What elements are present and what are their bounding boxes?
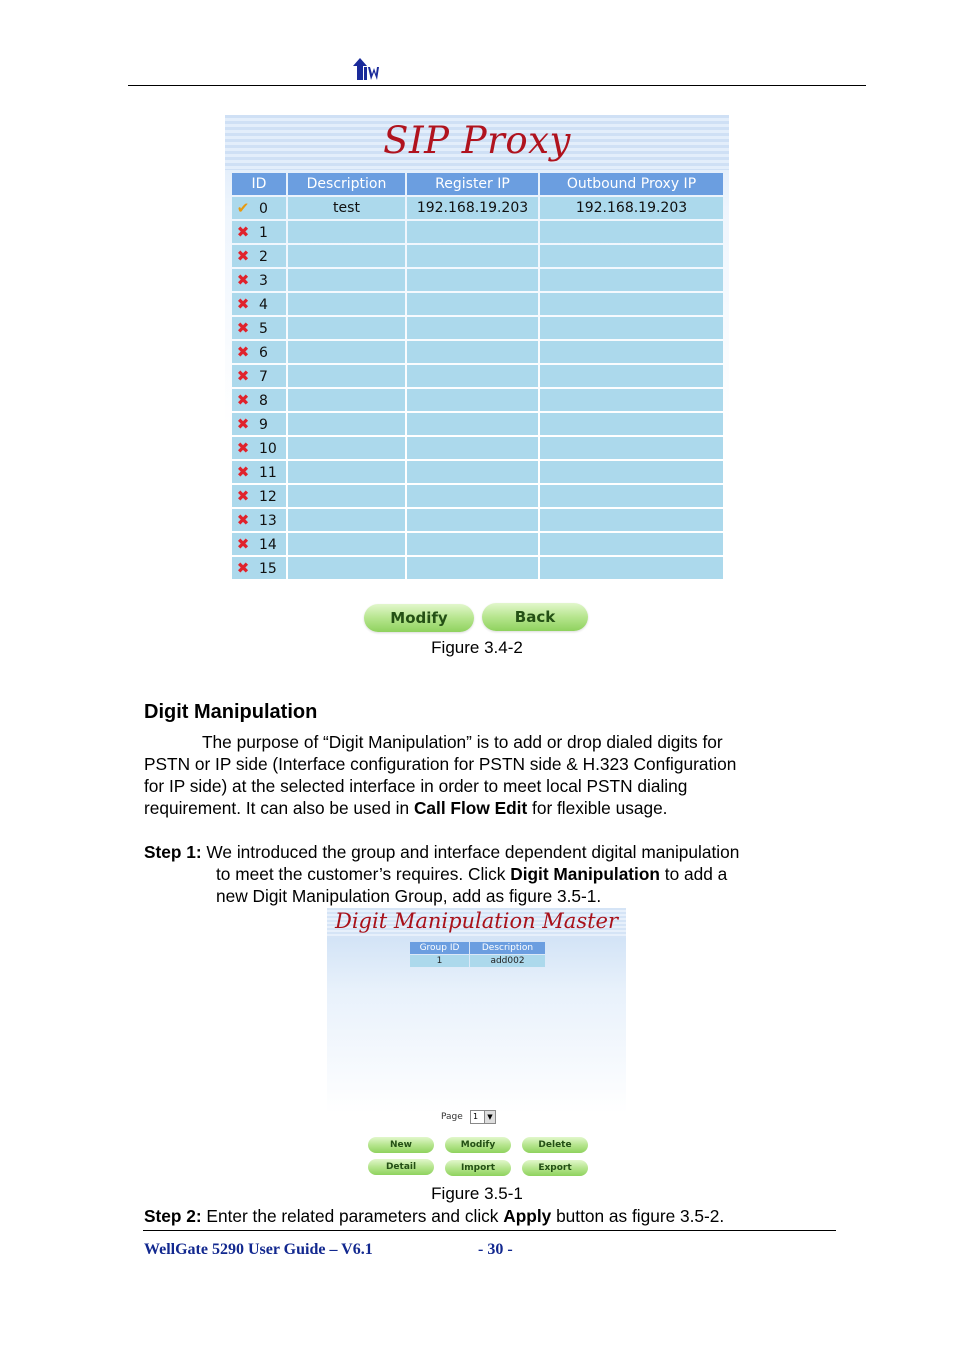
sip-proxy-title-bar <box>225 115 729 170</box>
description-cell <box>288 413 405 435</box>
footer-rule <box>143 1230 836 1231</box>
page-select-value: 1 <box>473 1112 479 1121</box>
description-cell <box>288 293 405 315</box>
id-cell <box>232 293 286 315</box>
step1-line: to meet the customer’s requires. Click Digit Manipulation to add a <box>216 864 728 884</box>
step1-line: Step 1: We introduced the group and interface dependent digital manipulation <box>144 842 740 862</box>
row-id: 15 <box>259 561 277 577</box>
register-ip-cell <box>407 485 538 507</box>
id-cell <box>232 245 286 267</box>
row-id: 1 <box>259 225 268 241</box>
figure-caption: Figure 3.4-2 <box>431 638 523 657</box>
new-button[interactable]: New <box>368 1137 434 1153</box>
modify-button[interactable]: Modify <box>364 604 474 632</box>
id-cell <box>232 413 286 435</box>
table-row[interactable] <box>232 245 723 267</box>
delete-button[interactable]: Delete <box>522 1137 588 1153</box>
detail-button[interactable]: Detail <box>368 1159 434 1175</box>
figure-caption: Figure 3.5-1 <box>431 1184 523 1203</box>
register-ip-cell <box>407 461 538 483</box>
outbound-proxy-ip-cell <box>540 293 723 315</box>
sip-proxy-title: SIP Proxy <box>383 119 571 162</box>
call-flow-edit-text: Call Flow Edit <box>413 798 528 818</box>
column-header-description: Description <box>288 173 405 195</box>
column-header-group-id: Group ID <box>410 942 469 954</box>
dmm-title-bar <box>327 908 626 938</box>
step2-line: Step 2: Enter the related parameters and click Apply button as figure 3.5-2. <box>144 1206 725 1226</box>
chevron-down-icon[interactable]: ▼ <box>484 1111 495 1123</box>
register-ip-cell <box>407 221 538 243</box>
outbound-proxy-ip-cell <box>540 221 723 243</box>
column-header-outbound-proxy-ip: Outbound Proxy IP <box>540 173 723 195</box>
intro-line: The purpose of “Digit Manipulation” is to add or drop dialed digits for <box>202 732 723 752</box>
outbound-proxy-ip-cell <box>540 413 723 435</box>
table-row[interactable] <box>232 365 723 387</box>
dmm-table <box>409 941 546 968</box>
sip-proxy-table <box>230 171 725 581</box>
header-rule <box>128 85 866 86</box>
register-ip-cell <box>407 341 538 363</box>
step2-label: Step 2: <box>144 1206 202 1226</box>
x-icon[interactable]: ✖ <box>236 463 250 481</box>
row-id: 14 <box>259 537 277 553</box>
outbound-proxy-ip-cell <box>540 437 723 459</box>
register-ip-cell <box>407 437 538 459</box>
intro-line: requirement. It can also be used in Call Flow Edit for flexible usage. <box>144 798 668 818</box>
register-ip-cell <box>407 245 538 267</box>
x-icon[interactable]: ✖ <box>236 439 250 457</box>
description-cell <box>288 245 405 267</box>
page-label: Page <box>441 1112 463 1122</box>
description-cell <box>288 365 405 387</box>
intro-line: for IP side) at the selected interface in order to meet local PSTN dialing <box>144 776 688 796</box>
table-row[interactable] <box>410 955 545 967</box>
register-ip-cell <box>407 509 538 531</box>
register-ip-cell <box>407 413 538 435</box>
row-id: 6 <box>259 345 268 361</box>
table-row[interactable] <box>232 557 723 579</box>
row-id: 5 <box>259 321 268 337</box>
digit-manipulation-text: Digit Manipulation <box>510 864 660 884</box>
row-id: 2 <box>259 249 268 265</box>
x-icon[interactable]: ✖ <box>236 511 250 529</box>
outbound-proxy-ip-cell <box>540 245 723 267</box>
x-icon[interactable]: ✖ <box>236 367 250 385</box>
column-header-description: Description <box>470 942 545 954</box>
export-button[interactable]: Export <box>522 1160 588 1176</box>
id-cell <box>232 533 286 555</box>
table-row[interactable] <box>232 389 723 411</box>
x-icon[interactable]: ✖ <box>236 247 250 265</box>
outbound-proxy-ip-cell <box>540 269 723 291</box>
table-row[interactable] <box>232 413 723 435</box>
outbound-proxy-ip-cell <box>540 317 723 339</box>
register-ip-cell <box>407 269 538 291</box>
outbound-proxy-ip-cell <box>540 341 723 363</box>
description-cell <box>288 509 405 531</box>
id-cell <box>232 509 286 531</box>
table-row[interactable] <box>232 317 723 339</box>
table-row[interactable] <box>232 509 723 531</box>
back-button[interactable]: Back <box>482 603 588 631</box>
section-heading: Digit Manipulation <box>144 701 318 723</box>
table-row[interactable] <box>232 221 723 243</box>
description-cell <box>288 437 405 459</box>
id-cell <box>232 557 286 579</box>
footer-title: WellGate 5290 User Guide – V6.1 <box>144 1241 373 1258</box>
description-cell: add002 <box>470 955 545 967</box>
outbound-proxy-ip-cell: 192.168.19.203 <box>540 197 723 219</box>
table-row[interactable] <box>232 341 723 363</box>
table-row[interactable] <box>232 485 723 507</box>
apply-text: Apply <box>503 1206 552 1226</box>
row-id: 11 <box>259 465 277 481</box>
page-number: - 30 - <box>478 1241 513 1258</box>
description-cell <box>288 269 405 291</box>
table-row[interactable] <box>232 293 723 315</box>
x-icon[interactable]: ✖ <box>236 559 250 577</box>
row-id: 7 <box>259 369 268 385</box>
register-ip-cell <box>407 317 538 339</box>
description-cell <box>288 389 405 411</box>
modify-button[interactable]: Modify <box>445 1137 511 1153</box>
id-cell <box>232 461 286 483</box>
column-header-id: ID <box>232 173 286 195</box>
id-cell <box>232 317 286 339</box>
table-row[interactable] <box>232 461 723 483</box>
x-icon[interactable]: ✖ <box>236 223 250 241</box>
id-cell <box>232 437 286 459</box>
x-icon[interactable]: ✖ <box>236 271 250 289</box>
x-icon[interactable]: ✖ <box>236 415 250 433</box>
description-cell <box>288 485 405 507</box>
import-button[interactable]: Import <box>445 1160 511 1176</box>
row-id: 10 <box>259 441 277 457</box>
x-icon[interactable]: ✖ <box>236 319 250 337</box>
row-id: 0 <box>259 201 268 217</box>
company-logo-icon <box>349 56 379 82</box>
register-ip-cell <box>407 293 538 315</box>
dmm-title: Digit Manipulation Master <box>335 909 618 933</box>
column-header-register-ip: Register IP <box>407 173 538 195</box>
id-cell <box>232 389 286 411</box>
register-ip-cell <box>407 389 538 411</box>
outbound-proxy-ip-cell <box>540 389 723 411</box>
row-id: 9 <box>259 417 268 433</box>
id-cell <box>232 485 286 507</box>
x-icon[interactable]: ✖ <box>236 487 250 505</box>
step1-label: Step 1: <box>144 842 202 862</box>
id-cell <box>232 341 286 363</box>
row-id: 8 <box>259 393 268 409</box>
x-icon[interactable]: ✖ <box>236 295 250 313</box>
outbound-proxy-ip-cell <box>540 557 723 579</box>
row-id: 4 <box>259 297 268 313</box>
check-icon[interactable]: ✔ <box>236 199 250 217</box>
register-ip-cell <box>407 365 538 387</box>
x-icon[interactable]: ✖ <box>236 343 250 361</box>
id-cell <box>232 365 286 387</box>
row-id: 3 <box>259 273 268 289</box>
page-select[interactable] <box>470 1110 496 1124</box>
register-ip-cell <box>407 557 538 579</box>
description-cell <box>288 533 405 555</box>
description-cell <box>288 317 405 339</box>
digit-manipulation-master-panel <box>327 908 626 1182</box>
table-row[interactable] <box>232 197 723 219</box>
outbound-proxy-ip-cell <box>540 533 723 555</box>
x-icon[interactable]: ✖ <box>236 391 250 409</box>
description-cell <box>288 461 405 483</box>
table-row[interactable] <box>232 533 723 555</box>
description-cell <box>288 221 405 243</box>
register-ip-cell <box>407 533 538 555</box>
register-ip-cell: 192.168.19.203 <box>407 197 538 219</box>
description-cell <box>288 557 405 579</box>
outbound-proxy-ip-cell <box>540 509 723 531</box>
id-cell <box>232 269 286 291</box>
table-row[interactable] <box>232 437 723 459</box>
row-id: 12 <box>259 489 277 505</box>
outbound-proxy-ip-cell <box>540 461 723 483</box>
intro-line: PSTN or IP side (Interface configuration for PSTN side & H.323 Configuration <box>144 754 737 774</box>
description-cell <box>288 341 405 363</box>
group-id-cell: 1 <box>410 955 469 967</box>
row-id: 13 <box>259 513 277 529</box>
description-cell: test <box>288 197 405 219</box>
outbound-proxy-ip-cell <box>540 365 723 387</box>
id-cell <box>232 221 286 243</box>
x-icon[interactable]: ✖ <box>236 535 250 553</box>
table-row[interactable] <box>232 269 723 291</box>
sip-proxy-panel <box>225 115 729 635</box>
step1-line: new Digit Manipulation Group, add as figure 3.5-1. <box>216 886 602 906</box>
outbound-proxy-ip-cell <box>540 485 723 507</box>
id-cell <box>232 197 286 219</box>
